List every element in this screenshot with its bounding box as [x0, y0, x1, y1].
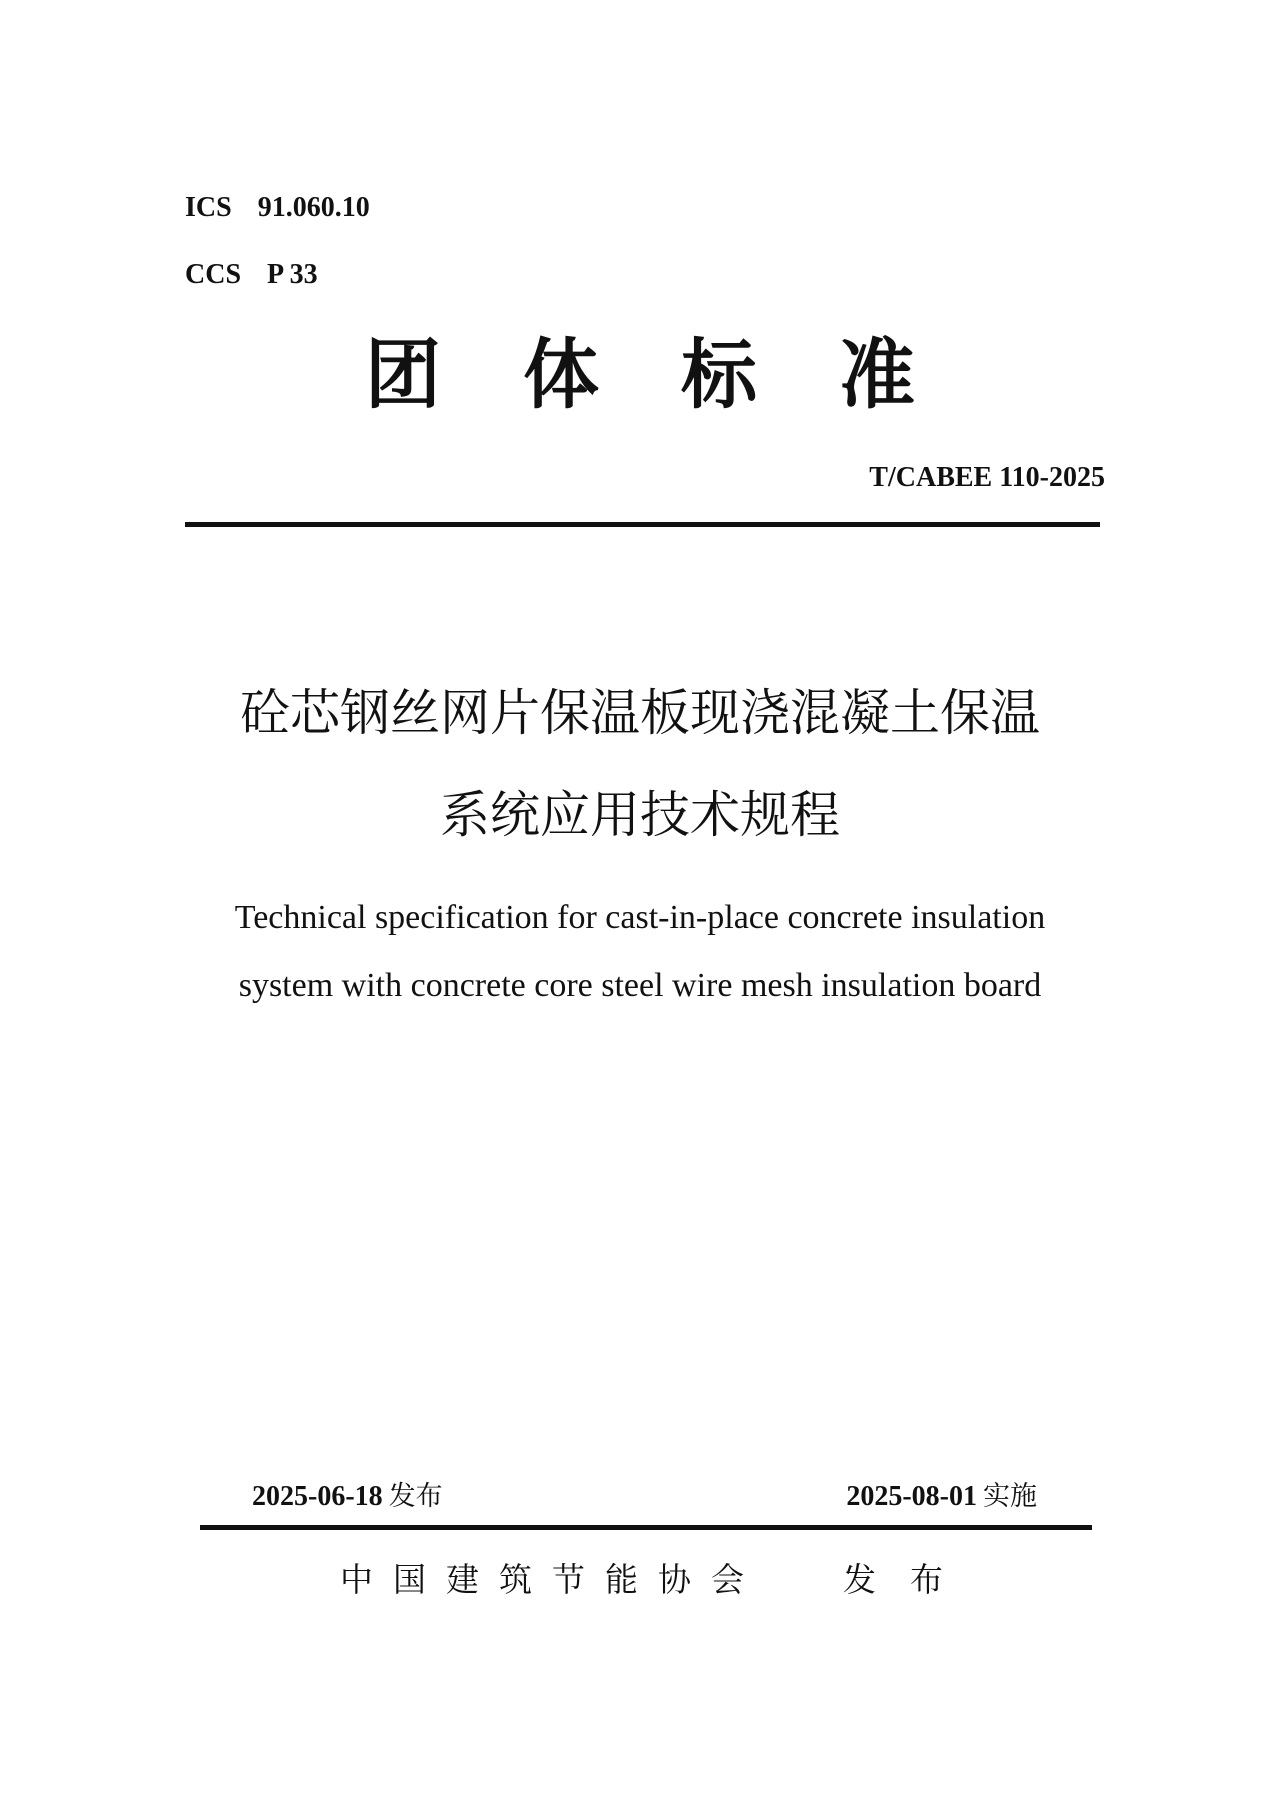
implementation-date-value: 2025-08-01	[846, 1481, 977, 1512]
header-divider	[185, 522, 1100, 527]
ccs-classification	[185, 259, 318, 291]
ics-label: ICS	[185, 192, 232, 223]
standard-type-heading: 团体标准	[365, 330, 997, 419]
english-title-line-2: system with concrete core steel wire mesh insulation board	[238, 967, 1042, 1004]
ccs-label: CCS	[185, 259, 242, 290]
ics-classification	[185, 192, 370, 224]
implementation-date	[846, 1480, 1037, 1514]
issuer-organization: 中国建筑节能协会	[340, 1560, 764, 1599]
issue-date-value: 2025-06-18	[252, 1481, 383, 1512]
issue-date	[252, 1480, 443, 1514]
footer-divider	[200, 1525, 1092, 1530]
implementation-date-label: 实施	[983, 1481, 1037, 1512]
issue-date-label: 发布	[388, 1481, 443, 1512]
issuer-verb: 发布	[843, 1560, 977, 1599]
standard-number: T/CABEE 110-2025	[869, 462, 1105, 493]
english-title-line-1: Technical specification for cast-in-place concrete insulation	[234, 899, 1046, 936]
ccs-code: P 33	[267, 259, 318, 290]
chinese-title-line-2: 系统应用技术规程	[440, 786, 840, 844]
chinese-title-line-1: 砼芯钢丝网片保温板现浇混凝土保温	[240, 684, 1040, 742]
ics-code: 91.060.10	[257, 192, 370, 223]
